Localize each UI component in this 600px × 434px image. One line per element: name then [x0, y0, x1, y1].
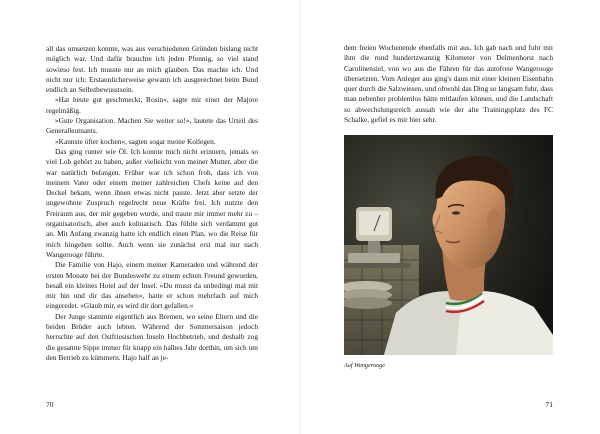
right-page-text [344, 43, 553, 125]
page-number-left: 70 [46, 400, 54, 409]
paragraph: »Gute Organisation. Machen Sie weiter so!«, lautete das Urteil des Generalleutnants. [46, 116, 258, 136]
paragraph: Das ging runter wie Öl. Ich konnte mich nicht erinnern, jemals so viel Lob gehört zu haben, außer vielleicht von meiner Mutter, aber die war natürlich befangen. Früher war ich schon froh, dass ich von meinem Vater oder einem meiner zahlreichen Chefs keine auf den Deckel bekam, wenn ihnen etwas nicht passte. Jetzt aber setzte der ungewohnte Zuspruch regelrecht neue Kräfte frei. Ich nutzte den Freiraum aus, der mir gegeben wurde, und traute mir immer mehr zu – organisatorisch, aber auch kulinarisch. Das fühlte sich verdammt gut an. Mit Anfang zwanzig hatte ich endlich einen Plan, wo die Reise für mich hingehen sollte. Auch wenn sie zunächst erst mal nur nach Wangerooge führte. [46, 146, 258, 259]
paragraph: Der Junge stammte eigentlich aus Bremen, wo seine Eltern und die beiden Brüder auch lebten. Während der Sommersaison jedoch herrschte auf den Ostfriesischen Inseln Hochbetrieb, und deshalb zog die gesamte Sippe immer für knapp ein halbes Jahr dorthin, um sich um den Betrieb zu kümmern. Hajo half an je- [46, 311, 258, 362]
right-page [300, 0, 600, 434]
paragraph: »Kannste öfter kochen«, sagten sogar meine Kollegen. [55, 136, 216, 146]
left-page-text [46, 44, 258, 363]
paragraph: dem freien Wochenende ebenfalls mit aus. Ich gab nach und fuhr mit ihm die rund hundertzwanzig Kilometer von Delmenhorst nach Carolinensiel, von wo aus die Fähren für das autofreie Wangerooge übersetzten. Vom Anleger aus ging's dann mit einer kleinen Eisenbahn quer durch die Salzwiesen, und obwohl das Ding so langsam fuhr, dass man nebenher problemlos hätte mitlaufen können, und die Landschaft so abwechslungsreich aussah wie der alte Trainingsplatz des FC Schalke, gefiel es mir hier sehr. [344, 43, 553, 125]
paragraph: all das umsetzen konnte, was aus verschiedenen Gründen bislang nicht möglich war. Und dafür brauchte ich jeden Pfennig, so viel stand sowieso fest. Ich musste nur an mich glauben. Das machte ich. Und nicht nur ich: Erstaunlicherweise gewann ich ausgerechnet beim Bund endlich an Selbstbewusstsein. [46, 44, 258, 95]
paragraph: »Hat heute gut geschmeckt, Rosin«, sagte mir einer der Majore regelmäßig. [46, 95, 258, 115]
paragraph: Die Familie von Hajo, einem meiner Kameraden und während der ersten Monate bei der Bundeswehr zu einem echten Freund geworden, besaß ein kleines Hotel auf der Insel. »Du musst da unbedingt mal mit mir hin und dir das ansehen«, hatte er schon mehrfach auf mich eingeredet. »Glaub mir, es wird dir dort gefallen.« [46, 260, 258, 311]
photo-illustration [344, 135, 553, 355]
photo-caption: Auf Wangerooge [344, 362, 385, 369]
page-number-right: 71 [545, 400, 553, 409]
photograph-portrait [344, 135, 553, 355]
